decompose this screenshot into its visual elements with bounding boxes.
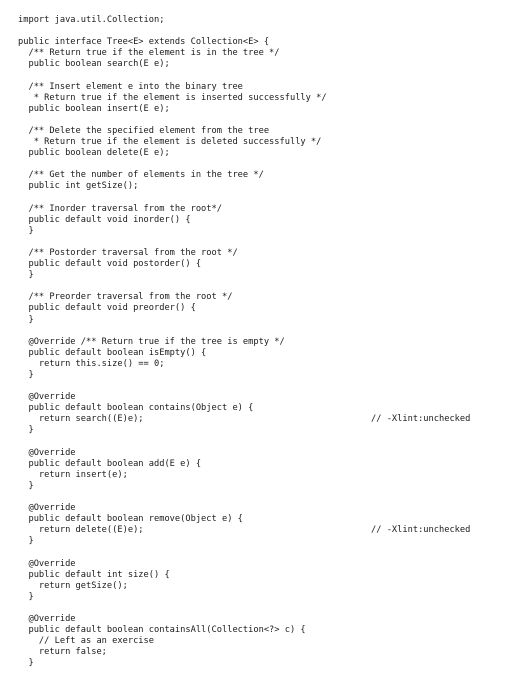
code-line bbox=[18, 93, 508, 104]
code-text: } bbox=[18, 370, 34, 380]
code-line bbox=[18, 470, 508, 481]
code-line bbox=[18, 115, 508, 126]
code-line bbox=[18, 48, 508, 59]
code-line bbox=[18, 459, 508, 470]
code-text: public default void inorder() { bbox=[18, 214, 191, 225]
code-line bbox=[18, 348, 508, 359]
code-text: @Override bbox=[18, 558, 76, 569]
code-text: return delete((E)e); bbox=[18, 525, 144, 536]
code-line bbox=[18, 625, 508, 636]
code-text: * Return true if the element is deleted successfully */ bbox=[18, 137, 322, 148]
code-text: /** Return true if the element is in the tree */ bbox=[18, 48, 280, 59]
code-line bbox=[18, 647, 508, 658]
code-line bbox=[18, 259, 508, 270]
code-line bbox=[18, 548, 508, 559]
code-listing bbox=[18, 15, 508, 670]
code-text: return this.size() == 0; bbox=[18, 358, 165, 369]
code-line bbox=[18, 403, 508, 414]
code-text: return search((E)e); bbox=[18, 414, 144, 425]
code-text: @Override bbox=[18, 503, 76, 514]
code-text: return insert(e); bbox=[18, 469, 128, 480]
code-text: } bbox=[18, 225, 34, 236]
code-text: } bbox=[18, 314, 34, 325]
code-line bbox=[18, 536, 508, 547]
code-line bbox=[18, 215, 508, 226]
code-text: public boolean search(E e); bbox=[18, 59, 170, 70]
code-text: public interface Tree<E> extends Collection<E> { bbox=[18, 37, 270, 48]
code-line bbox=[18, 303, 508, 314]
code-line bbox=[18, 525, 508, 536]
code-line bbox=[18, 392, 508, 403]
code-line bbox=[18, 337, 508, 348]
code-text: /** Delete the specified element from the tree bbox=[18, 125, 270, 136]
code-line bbox=[18, 82, 508, 93]
code-text: public int getSize(); bbox=[18, 181, 139, 192]
code-text: public default int size() { bbox=[18, 569, 170, 580]
code-line bbox=[18, 614, 508, 625]
code-text: public default boolean containsAll(Collection<?> c) { bbox=[18, 625, 306, 636]
code-text: } bbox=[18, 591, 34, 602]
code-line bbox=[18, 159, 508, 170]
code-line bbox=[18, 315, 508, 326]
code-line bbox=[18, 226, 508, 237]
code-text: } bbox=[18, 480, 34, 491]
code-text: public default boolean contains(Object e) { bbox=[18, 403, 254, 414]
code-text: } bbox=[18, 658, 34, 669]
code-text: public boolean insert(E e); bbox=[18, 103, 170, 114]
code-line bbox=[18, 570, 508, 581]
code-line bbox=[18, 148, 508, 159]
code-line bbox=[18, 381, 508, 392]
code-line bbox=[18, 237, 508, 248]
code-text: return false; bbox=[18, 647, 107, 658]
trailing-comment: // -Xlint:unchecked bbox=[371, 414, 471, 425]
code-line bbox=[18, 481, 508, 492]
code-text: public default boolean isEmpty() { bbox=[18, 347, 207, 358]
code-text: public default void postorder() { bbox=[18, 259, 202, 270]
code-text: } bbox=[18, 270, 34, 281]
code-text: /** Postorder traversal from the root */ bbox=[18, 247, 238, 258]
code-line bbox=[18, 70, 508, 81]
code-line bbox=[18, 204, 508, 215]
code-text: /** Inorder traversal from the root*/ bbox=[18, 203, 222, 214]
code-line bbox=[18, 292, 508, 303]
code-text: /** Get the number of elements in the tree */ bbox=[18, 170, 264, 181]
trailing-comment: // -Xlint:unchecked bbox=[371, 525, 471, 536]
code-text: import java.util.Collection; bbox=[18, 15, 165, 25]
code-line bbox=[18, 170, 508, 181]
code-line bbox=[18, 59, 508, 70]
code-line bbox=[18, 181, 508, 192]
code-line bbox=[18, 270, 508, 281]
code-line bbox=[18, 581, 508, 592]
code-line bbox=[18, 603, 508, 614]
code-line bbox=[18, 636, 508, 647]
code-line bbox=[18, 193, 508, 204]
code-text: @Override bbox=[18, 392, 76, 403]
code-line bbox=[18, 326, 508, 337]
code-line bbox=[18, 492, 508, 503]
code-line bbox=[18, 15, 508, 26]
code-line bbox=[18, 503, 508, 514]
code-text: @Override /** Return true if the tree is empty */ bbox=[18, 336, 285, 347]
code-text: } bbox=[18, 536, 34, 547]
code-text: public boolean delete(E e); bbox=[18, 148, 170, 159]
code-line bbox=[18, 370, 508, 381]
code-line bbox=[18, 437, 508, 448]
code-line bbox=[18, 448, 508, 459]
code-text: } bbox=[18, 425, 34, 436]
code-line bbox=[18, 37, 508, 48]
code-text: /** Preorder traversal from the root */ bbox=[18, 292, 233, 303]
code-line bbox=[18, 281, 508, 292]
code-line bbox=[18, 425, 508, 436]
code-text: public default boolean add(E e) { bbox=[18, 458, 202, 469]
code-line bbox=[18, 104, 508, 115]
code-text: @Override bbox=[18, 447, 76, 458]
code-line bbox=[18, 514, 508, 525]
code-text: public default boolean remove(Object e) { bbox=[18, 514, 243, 525]
code-line bbox=[18, 137, 508, 148]
code-text: /** Insert element e into the binary tree bbox=[18, 81, 243, 92]
code-line bbox=[18, 26, 508, 37]
code-line bbox=[18, 592, 508, 603]
code-text: return getSize(); bbox=[18, 580, 128, 591]
code-text: public default void preorder() { bbox=[18, 303, 196, 314]
code-text: * Return true if the element is inserted successfully */ bbox=[18, 92, 327, 103]
code-line bbox=[18, 559, 508, 570]
code-line bbox=[18, 126, 508, 137]
code-line bbox=[18, 359, 508, 370]
code-line bbox=[18, 248, 508, 259]
code-line bbox=[18, 414, 508, 425]
code-text: @Override bbox=[18, 614, 76, 625]
code-line bbox=[18, 658, 508, 669]
code-text: // Left as an exercise bbox=[18, 636, 154, 647]
